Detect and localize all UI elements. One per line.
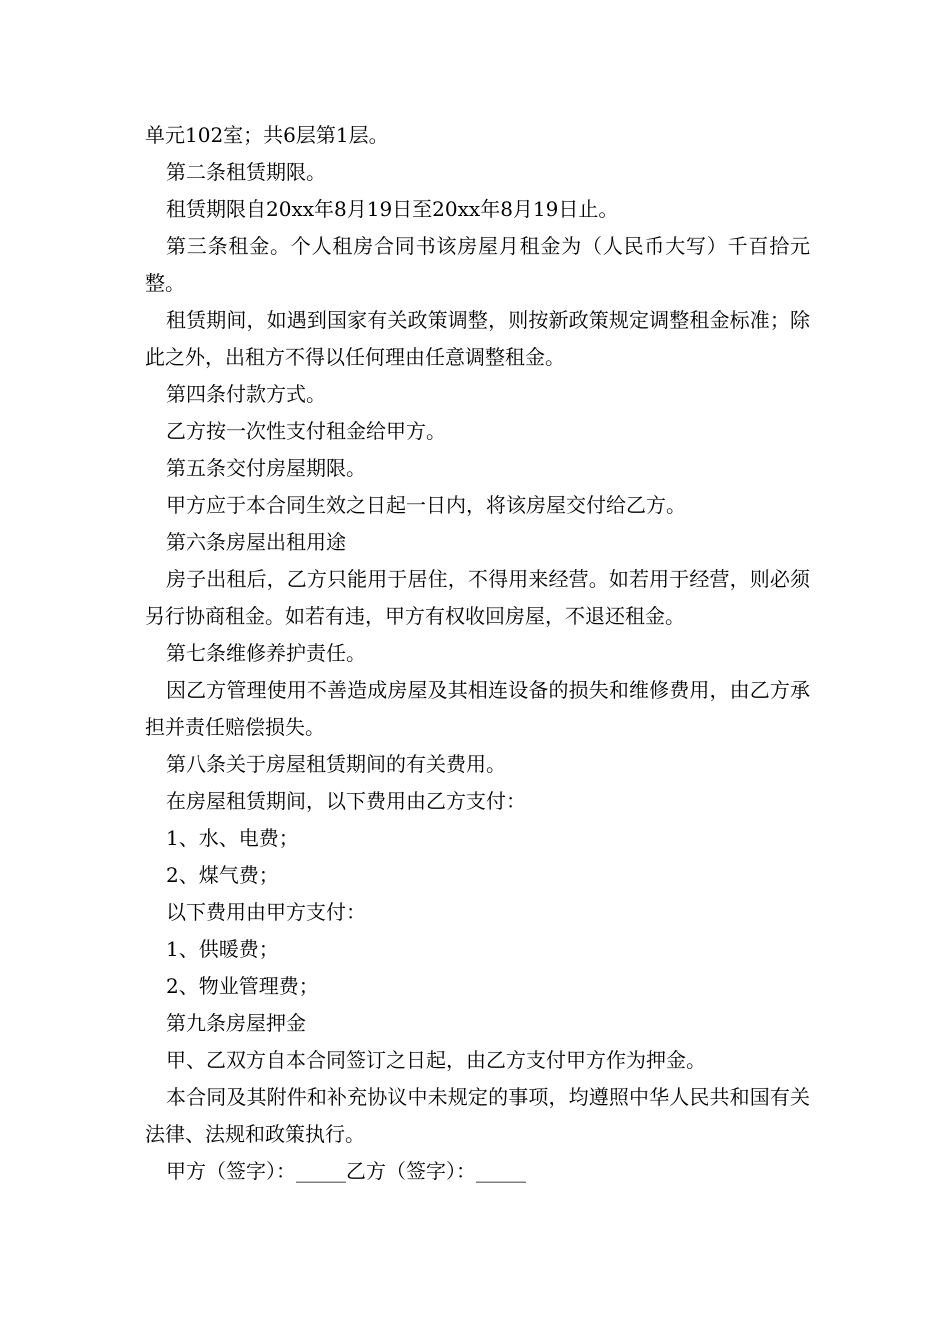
heading-article-9: 第九条房屋押金 — [166, 1011, 306, 1035]
list-item-gas: 2、煤气费； — [166, 863, 279, 887]
heading-article-7: 第七条维修养护责任。 — [166, 641, 366, 665]
heading-article-8: 第八条关于房屋租赁期间的有关费用。 — [166, 752, 506, 776]
heading-article-6: 第六条房屋出租用途 — [166, 530, 346, 554]
list-item-heating: 1、供暖费； — [166, 937, 279, 961]
document-body — [145, 117, 810, 1190]
paragraph-payment-method: 乙方按一次性支付租金给甲方。 — [166, 419, 446, 443]
list-item-water-electricity: 1、水、电费； — [166, 826, 299, 850]
paragraph-legal-compliance: 本合同及其附件和补充协议中未规定的事项，均遵照中华人民共和国有关法律、法规和政策执行。 — [145, 1085, 810, 1146]
heading-article-5: 第五条交付房屋期限。 — [166, 456, 366, 480]
list-item-property-management: 2、物业管理费； — [166, 974, 319, 998]
paragraph-delivery-term: 甲方应于本合同生效之日起一日内，将该房屋交付给乙方。 — [166, 493, 686, 517]
signature-line: 甲方（签字）：_____乙方（签字）：_____ — [166, 1159, 526, 1183]
paragraph-lease-term: 租赁期限自20xx年8月19日至20xx年8月19日止。 — [166, 197, 619, 221]
paragraph-tenant-fees: 在房屋租赁期间，以下费用由乙方支付： — [166, 789, 526, 813]
heading-article-2: 第二条租赁期限。 — [166, 160, 326, 184]
heading-article-4: 第四条付款方式。 — [166, 382, 326, 406]
paragraph-landlord-fees: 以下费用由甲方支付： — [166, 900, 366, 924]
paragraph-rent-adjustment: 租赁期间，如遇到国家有关政策调整，则按新政策规定调整租金标准；除此之外，出租方不得以任何理由任意调整租金。 — [145, 308, 810, 369]
paragraph-unit-floor: 单元102室；共6层第1层。 — [145, 123, 389, 147]
paragraph-usage: 房子出租后，乙方只能用于居住，不得用来经营。如若用于经营，则必须另行协商租金。如若有违，甲方有权收回房屋，不退还租金。 — [145, 567, 810, 628]
paragraph-deposit: 甲、乙双方自本合同签订之日起，由乙方支付甲方作为押金。 — [166, 1048, 706, 1072]
paragraph-maintenance: 因乙方管理使用不善造成房屋及其相连设备的损失和维修费用，由乙方承担并责任赔偿损失。 — [145, 678, 810, 739]
heading-article-3: 第三条租金。个人租房合同书该房屋月租金为（人民币大写）千百拾元整。 — [145, 234, 810, 295]
